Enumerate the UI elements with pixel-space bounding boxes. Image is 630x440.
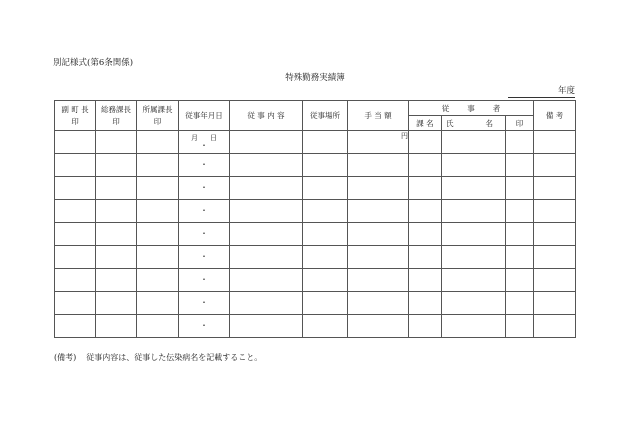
- fiscal-year-field: 年度: [508, 86, 575, 98]
- amount-cell: 円: [348, 131, 409, 154]
- date-cell: [179, 246, 230, 269]
- date-cell: [179, 177, 230, 200]
- footnote-text: 従事内容は、従事した伝染病名を記載すること。: [86, 353, 263, 362]
- general-affairs-chief-seal-header: 総務課長 印: [96, 101, 137, 131]
- remarks-cell: [534, 131, 576, 154]
- date-cell: [179, 154, 230, 177]
- work-date-header: 従事年月日: [179, 101, 230, 131]
- name-cell: [442, 131, 506, 154]
- date-separator: ・: [200, 275, 208, 284]
- date-cell: [179, 292, 230, 315]
- work-record-table: [54, 100, 576, 338]
- table-row: [55, 154, 576, 177]
- work-content-header: 従 事 内 容: [230, 101, 303, 131]
- deputy-mayor-seal-header: 副 町 長 印: [55, 101, 96, 131]
- division-name-header: 課 名: [409, 116, 442, 131]
- date-separator: ・: [200, 160, 208, 169]
- department-chief-seal-header: 所属課長 印: [137, 101, 179, 131]
- date-cell: [179, 269, 230, 292]
- header-row-1: [55, 101, 576, 116]
- date-separator: ・: [200, 141, 208, 150]
- approval-cell: [137, 131, 179, 154]
- date-separator: ・: [200, 298, 208, 307]
- engaged-person-header: 従 事 者: [409, 101, 534, 116]
- date-separator: ・: [200, 206, 208, 215]
- table-row: [55, 200, 576, 223]
- date-cell: [179, 200, 230, 223]
- date-separator: ・: [200, 252, 208, 261]
- table-row: [55, 177, 576, 200]
- date-cell: [179, 131, 230, 154]
- document-title: 特殊勤務実績簿: [285, 73, 345, 83]
- place-cell: [303, 131, 348, 154]
- table-row: [55, 131, 576, 154]
- approval-cell: [55, 131, 96, 154]
- date-separator: ・: [200, 321, 208, 330]
- table-row: [55, 269, 576, 292]
- date-separator: ・: [200, 229, 208, 238]
- month-label: 月: [191, 134, 198, 142]
- approval-cell: [96, 131, 137, 154]
- seal-cell: [506, 131, 534, 154]
- date-cell: [179, 315, 230, 338]
- personal-seal-header: 印: [506, 116, 534, 131]
- remarks-header: 備 考: [534, 101, 576, 131]
- day-label: 日: [210, 134, 217, 142]
- table-row: [55, 315, 576, 338]
- table-row: [55, 223, 576, 246]
- allowance-amount-header: 手 当 額: [348, 101, 409, 131]
- person-name-header: 氏 名: [442, 116, 506, 131]
- footnote-label: (備考): [54, 353, 77, 362]
- table-row: [55, 246, 576, 269]
- table-row: [55, 292, 576, 315]
- date-cell: [179, 223, 230, 246]
- division-cell: [409, 131, 442, 154]
- content-cell: [230, 131, 303, 154]
- form-number: 別記様式(第6条関係): [53, 58, 134, 68]
- date-separator: ・: [200, 183, 208, 192]
- work-place-header: 従事場所: [303, 101, 348, 131]
- footnote: [54, 352, 262, 363]
